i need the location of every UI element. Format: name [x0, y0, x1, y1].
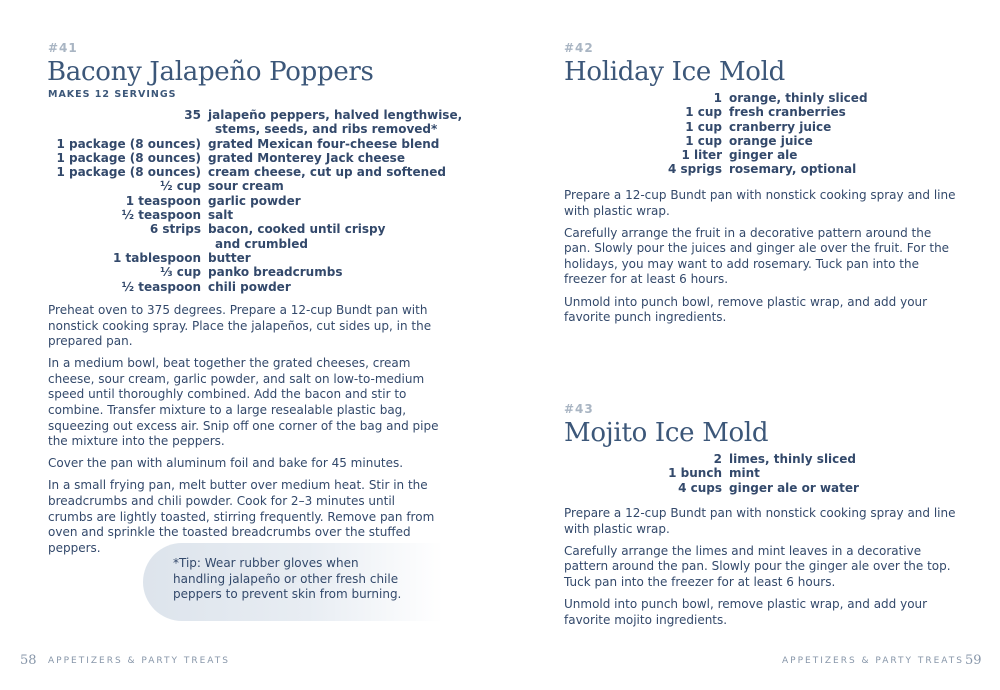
ingredient-row [40, 222, 462, 236]
ingredient-quantity: 1 bunch [668, 466, 722, 481]
ingredient-name: bacon, cooked until crispy [208, 222, 386, 237]
ingredient-list [626, 452, 859, 495]
ingredient-quantity: 1 package (8 ounces) [56, 150, 201, 165]
ingredient-quantity [40, 122, 201, 136]
ingredient-row [40, 251, 462, 265]
instruction-paragraph: Unmold into punch bowl, remove plastic wrap, and add your favorite mojito ingredients. [564, 596, 928, 627]
ingredient-row [40, 151, 462, 165]
instructions [564, 188, 959, 332]
instructions [48, 303, 440, 563]
ingredient-quantity: 6 strips [149, 222, 201, 237]
instruction-paragraph: Carefully arrange the fruit in a decorative pattern around the pan. Slowly pour the juices and ginger ale over the fruit. For the holidays, you may want to add rosemary. Tuck pan into the freezer for at least 6 hours. [564, 225, 950, 287]
ingredient-name: fresh cranberries [729, 105, 846, 120]
ingredient-row [626, 120, 868, 134]
ingredient-name: ginger ale [729, 148, 798, 163]
ingredient-name: orange, thinly sliced [729, 91, 868, 105]
ingredient-row [626, 162, 868, 176]
running-footer: APPETIZERS & PARTY TREATS [48, 656, 230, 666]
instruction-paragraph: Prepare a 12-cup Bundt pan with nonstick cooking spray and line with plastic wrap. [564, 506, 956, 536]
ingredient-name: and crumbled [215, 236, 308, 251]
ingredient-row [626, 105, 868, 119]
ingredient-row [40, 122, 462, 136]
ingredient-quantity: 1 teaspoon [125, 193, 201, 208]
ingredient-name: grated Mexican four-cheese blend [208, 136, 440, 151]
ingredient-row [40, 280, 462, 294]
ingredient-quantity: ½ cup [160, 179, 201, 194]
ingredient-name: grated Monterey Jack cheese [208, 150, 405, 165]
ingredient-quantity: ⅓ cup [160, 265, 201, 280]
instruction-paragraph: Carefully arrange the limes and mint leaves in a decorative pattern around the pan. Slowly pour the ginger ale over the top. Tuck pan into the freezer for at least 6 hours. [564, 543, 951, 589]
ingredient-row [40, 208, 462, 222]
ingredient-name: stems, seeds, and ribs removed* [215, 122, 438, 137]
ingredient-name: ginger ale or water [729, 480, 859, 495]
ingredient-quantity: 1 package (8 ounces) [56, 136, 201, 151]
ingredient-quantity: 2 [713, 452, 722, 466]
recipe-title: Mojito Ice Mold [564, 418, 769, 448]
ingredient-quantity: ½ teaspoon [121, 279, 201, 294]
ingredient-name: salt [208, 208, 234, 223]
ingredient-name: mint [729, 466, 760, 481]
page-number: 58 [20, 653, 37, 668]
recipe-number: #42 [564, 41, 594, 55]
instruction-paragraph: Cover the pan with aluminum foil and bake for 45 minutes. [48, 456, 404, 471]
ingredient-row [40, 137, 462, 151]
ingredient-name: cream cheese, cut up and softened [208, 165, 446, 180]
ingredient-row [626, 481, 859, 495]
ingredient-name: cranberry juice [729, 119, 832, 134]
ingredient-quantity [40, 237, 201, 251]
ingredient-row [40, 179, 462, 193]
ingredient-quantity: 1 cup [685, 133, 722, 148]
running-footer: APPETIZERS & PARTY TREATS [782, 656, 964, 666]
tip-box [143, 543, 443, 621]
recipe-number: #41 [48, 41, 78, 55]
ingredient-name: panko breadcrumbs [208, 265, 343, 280]
recipe-number: #43 [564, 402, 594, 416]
ingredient-quantity: 1 liter [681, 148, 722, 163]
ingredient-name: garlic powder [208, 193, 301, 208]
ingredient-quantity: 1 package (8 ounces) [56, 165, 201, 180]
ingredient-row [40, 194, 462, 208]
ingredient-row [626, 452, 859, 466]
ingredient-row [626, 148, 868, 162]
servings-label: MAKES 12 SERVINGS [48, 89, 177, 100]
instructions [564, 506, 959, 635]
ingredient-quantity: 35 [184, 108, 201, 122]
ingredient-quantity: 1 tablespoon [113, 250, 201, 265]
ingredient-name: rosemary, optional [729, 162, 857, 177]
ingredient-row [40, 237, 462, 251]
ingredient-row [626, 466, 859, 480]
ingredient-row [626, 91, 868, 105]
right-page [500, 0, 1000, 690]
ingredient-quantity: 4 sprigs [667, 162, 722, 177]
ingredient-row [40, 265, 462, 279]
ingredient-quantity: 4 cups [678, 480, 722, 495]
recipe-title: Holiday Ice Mold [564, 57, 785, 87]
ingredient-name: orange juice [729, 133, 813, 148]
ingredient-list [40, 108, 462, 294]
ingredient-row [626, 134, 868, 148]
instruction-paragraph: Prepare a 12-cup Bundt pan with nonstick cooking spray and line with plastic wrap. [564, 188, 956, 218]
instruction-paragraph: Preheat oven to 375 degrees. Prepare a 12-cup Bundt pan with nonstick cooking spray. Place the jalapeños, cut sides up, in the prepared pan. [48, 303, 432, 349]
instruction-paragraph: In a small frying pan, melt butter over medium heat. Stir in the breadcrumbs and chili powder. Cook for 2–3 minutes until crumbs are lightly toasted, stirring frequently. Remove pan from oven and sprinkle the toasted breadcrumbs over the stuffed peppers. [48, 478, 435, 555]
instruction-paragraph: In a medium bowl, beat together the grated cheeses, cream cheese, sour cream, garlic powder, and salt on low-to-medium speed until thoroughly combined. Add the bacon and stir to combine. Transfer mixture to a large resealable plastic bag, squeezing out excess air. Snip off one corner of the bag and pipe the mixture into the peppers. [48, 356, 439, 449]
ingredient-quantity: 1 [713, 91, 722, 105]
ingredient-row [40, 108, 462, 122]
ingredient-quantity: 1 cup [685, 119, 722, 134]
tip-text: *Tip: Wear rubber gloves when handling jalapeño or other fresh chile peppers to prevent skin from burning. [173, 556, 402, 601]
page-number: 59 [965, 653, 982, 668]
instruction-paragraph: Unmold into punch bowl, remove plastic wrap, and add your favorite punch ingredients. [564, 294, 928, 325]
ingredient-name: butter [208, 250, 251, 265]
ingredient-name: jalapeño peppers, halved lengthwise, [208, 108, 463, 122]
ingredient-row [40, 165, 462, 179]
ingredient-list [626, 91, 868, 177]
ingredient-name: sour cream [208, 179, 284, 194]
ingredient-quantity: 1 cup [685, 105, 722, 120]
ingredient-quantity: ½ teaspoon [121, 208, 201, 223]
ingredient-name: chili powder [208, 279, 291, 294]
ingredient-name: limes, thinly sliced [729, 452, 857, 466]
recipe-title: Bacony Jalapeño Poppers [47, 57, 374, 87]
